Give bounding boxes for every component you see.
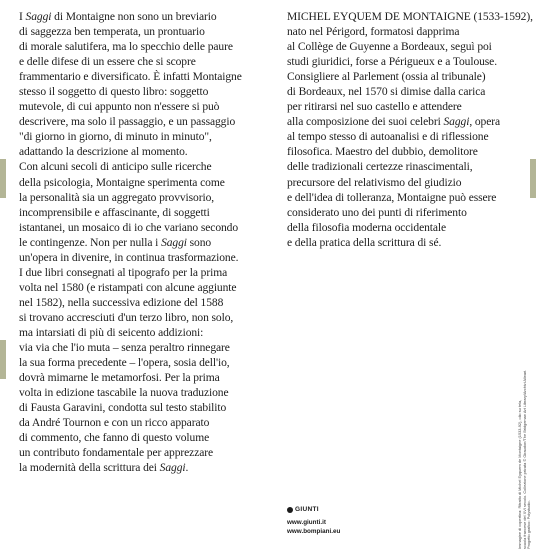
text-segment: Con alcuni secoli di anticipo sulle ricerche [19,161,212,174]
text-segment: ma intarsiati di più di seicento addizioni: [19,326,204,339]
text-segment: si trovano accresciuti d'un terzo libro, non solo, [19,311,234,324]
biography-line [287,145,525,160]
publisher-logo [287,506,340,513]
description-line [19,145,281,160]
author-biography-column [287,10,533,251]
credit-line: Progetto grafico: Polystudio. [526,500,532,549]
biography-line [287,55,525,70]
text-segment: incomprensibile e affascinante, di soggetti [19,206,210,219]
text-segment: alla composizione dei suoi celebri [287,116,444,129]
description-line [19,416,281,431]
text-segment: volta in edizione tascabile la nuova traduzione [19,387,229,400]
biography-line [287,236,525,251]
publisher-url-bompiani[interactable]: www.bompiani.eu [287,527,341,535]
description-line [19,70,281,85]
text-segment: e della pratica della scrittura di sé. [287,236,442,249]
text-segment: la sua forma precedente – l'opera, sosia dell'io, [19,357,230,370]
biography-line [287,130,525,145]
text-segment: la modernità della scrittura dei [19,462,160,475]
publisher-logo-text: GIUNTI [295,506,319,513]
text-segment: Consigliere al Parlement (ossia al tribunale) [287,71,486,84]
description-line [19,281,281,296]
biography-line [287,160,525,175]
margin-tab-right [530,159,536,198]
text-segment: . [185,462,189,475]
biography-line [287,176,525,191]
description-line [19,341,281,356]
description-line [19,130,281,145]
description-line [19,206,281,221]
text-segment: e delle difese di un essere che si scopre [19,56,196,69]
biography-line [287,70,525,85]
text-segment: della filosofia moderna occidentale [287,221,447,234]
biography-line [287,191,525,206]
description-line [19,371,281,386]
text-segment: le contingenze. Non per nulla i [19,236,162,249]
biography-line [287,40,525,55]
description-line [19,85,281,100]
biography-line [287,10,533,25]
credit-line: Immagine di copertina: Ritratto di Michel Eyquem de Montaigne (1533-92), olio su tela, [517,399,522,549]
description-line [19,100,281,115]
italic-title: Saggi [159,462,186,475]
description-line [19,40,281,55]
text-segment: di commento, che fanno di questo volume [19,432,210,445]
description-line [19,55,281,70]
text-segment: al Collège de Guyenne a Bordeaux, seguì poi [287,41,492,54]
text-segment: MICHEL EYQUEM DE MONTAIGNE (1533-1592), [287,11,533,23]
text-segment: nel 1582), nella successiva edizione del 1588 [19,296,224,309]
text-segment: di Bordeaux, nel 1570 si dimise dalla carica [287,86,486,99]
publisher-block [287,506,340,536]
text-segment: I [19,11,26,23]
description-line [19,251,281,266]
description-line [19,10,281,25]
text-segment: considerato uno dei punti di riferimento [287,206,467,219]
description-line [19,431,281,446]
description-line [19,25,281,40]
description-line [19,326,281,341]
publisher-url-giunti[interactable]: www.giunti.it [287,519,326,526]
description-line [19,266,281,281]
margin-tab-bottom [0,340,6,379]
biography-line [287,25,525,40]
description-line [19,176,281,191]
book-description-column [19,10,281,476]
text-segment: un'opera in divenire, in continua trasformazione. [19,251,239,264]
text-segment: per ritirarsi nel suo castello e attendere [287,101,462,114]
description-line [19,311,281,326]
text-segment: volta nel 1580 (e ristampati con alcune aggiunte [19,281,237,294]
text-segment: di Montaigne non sono un breviario [51,11,217,23]
description-line [19,296,281,311]
text-segment: filosofica. Maestro del dubbio, demolitore [287,146,478,159]
cover-credits [517,369,532,549]
text-segment: al tempo stesso di autoanalisi e di riflessione [287,131,489,144]
text-segment: via via che l'io muta – senza peraltro rinnegare [19,342,230,355]
margin-tab-top [0,159,6,198]
biography-line [287,115,525,130]
text-segment: stesso il soggetto di questo libro: soggetto [19,86,209,99]
biography-line [287,221,525,236]
italic-title: Saggi [161,236,187,249]
text-segment: della psicologia, Montaigne sperimenta come [19,176,225,189]
description-line [19,115,281,130]
text-segment: la personalità sia un aggregato provvisorio, [19,191,215,204]
text-segment: precursore del relativismo del giudizio [287,176,462,189]
credit-line: scuola francese del XVI secolo. Collezione privata © Giraudon/The Bridgeman Art Library/Archivi Alinari. [521,369,527,549]
biography-line [287,85,525,100]
text-segment: di morale salutifera, ma lo specchio delle paure [19,41,233,54]
description-line [19,401,281,416]
text-segment: frammentario e diversificato. È infatti Montaigne [19,71,242,84]
text-segment: nato nel Périgord, formatosi dapprima [287,26,460,39]
description-line [19,221,281,236]
description-line [19,236,281,251]
text-segment: sono [186,236,212,249]
text-segment: istantanei, un mosaico di io che variano secondo [19,221,239,234]
text-segment: dovrà mimarne le metamorfosi. Per la prima [19,372,220,385]
text-segment: "di giorno in giorno, di minuto in minuto", [19,131,212,144]
description-line [19,191,281,206]
text-segment: delle tradizionali certezze rinascimentali, [287,161,473,174]
text-segment: studi giuridici, forse a Périgueux e a Toulouse. [287,56,497,69]
text-segment: I due libri consegnati al tipografo per la prima [19,266,228,279]
biography-line [287,206,525,221]
text-segment: di saggezza ben temperata, un prontuario [19,26,205,39]
text-segment: e dell'idea di tolleranza, Montaigne può essere [287,191,497,204]
biography-line [287,100,525,115]
description-line [19,461,281,476]
text-segment: , opera [469,116,501,129]
text-segment: da André Tournon e con un ricco apparato [19,417,210,430]
description-line [19,446,281,461]
text-segment: un contributo fondamentale per apprezzare [19,447,214,460]
description-line [19,356,281,371]
text-segment: adattando la descrizione al momento. [19,146,188,159]
italic-title: Saggi [25,11,52,23]
text-segment: descrivere, ma solo il passaggio, e un passaggio [19,116,236,129]
giunti-logo-icon [287,507,293,513]
description-line [19,160,281,175]
italic-title: Saggi [443,116,470,129]
text-segment: di Fausta Garavini, condotta sul testo stabilito [19,402,227,415]
description-line [19,386,281,401]
text-segment: mutevole, di cui appunto non n'essere si può [19,101,220,114]
